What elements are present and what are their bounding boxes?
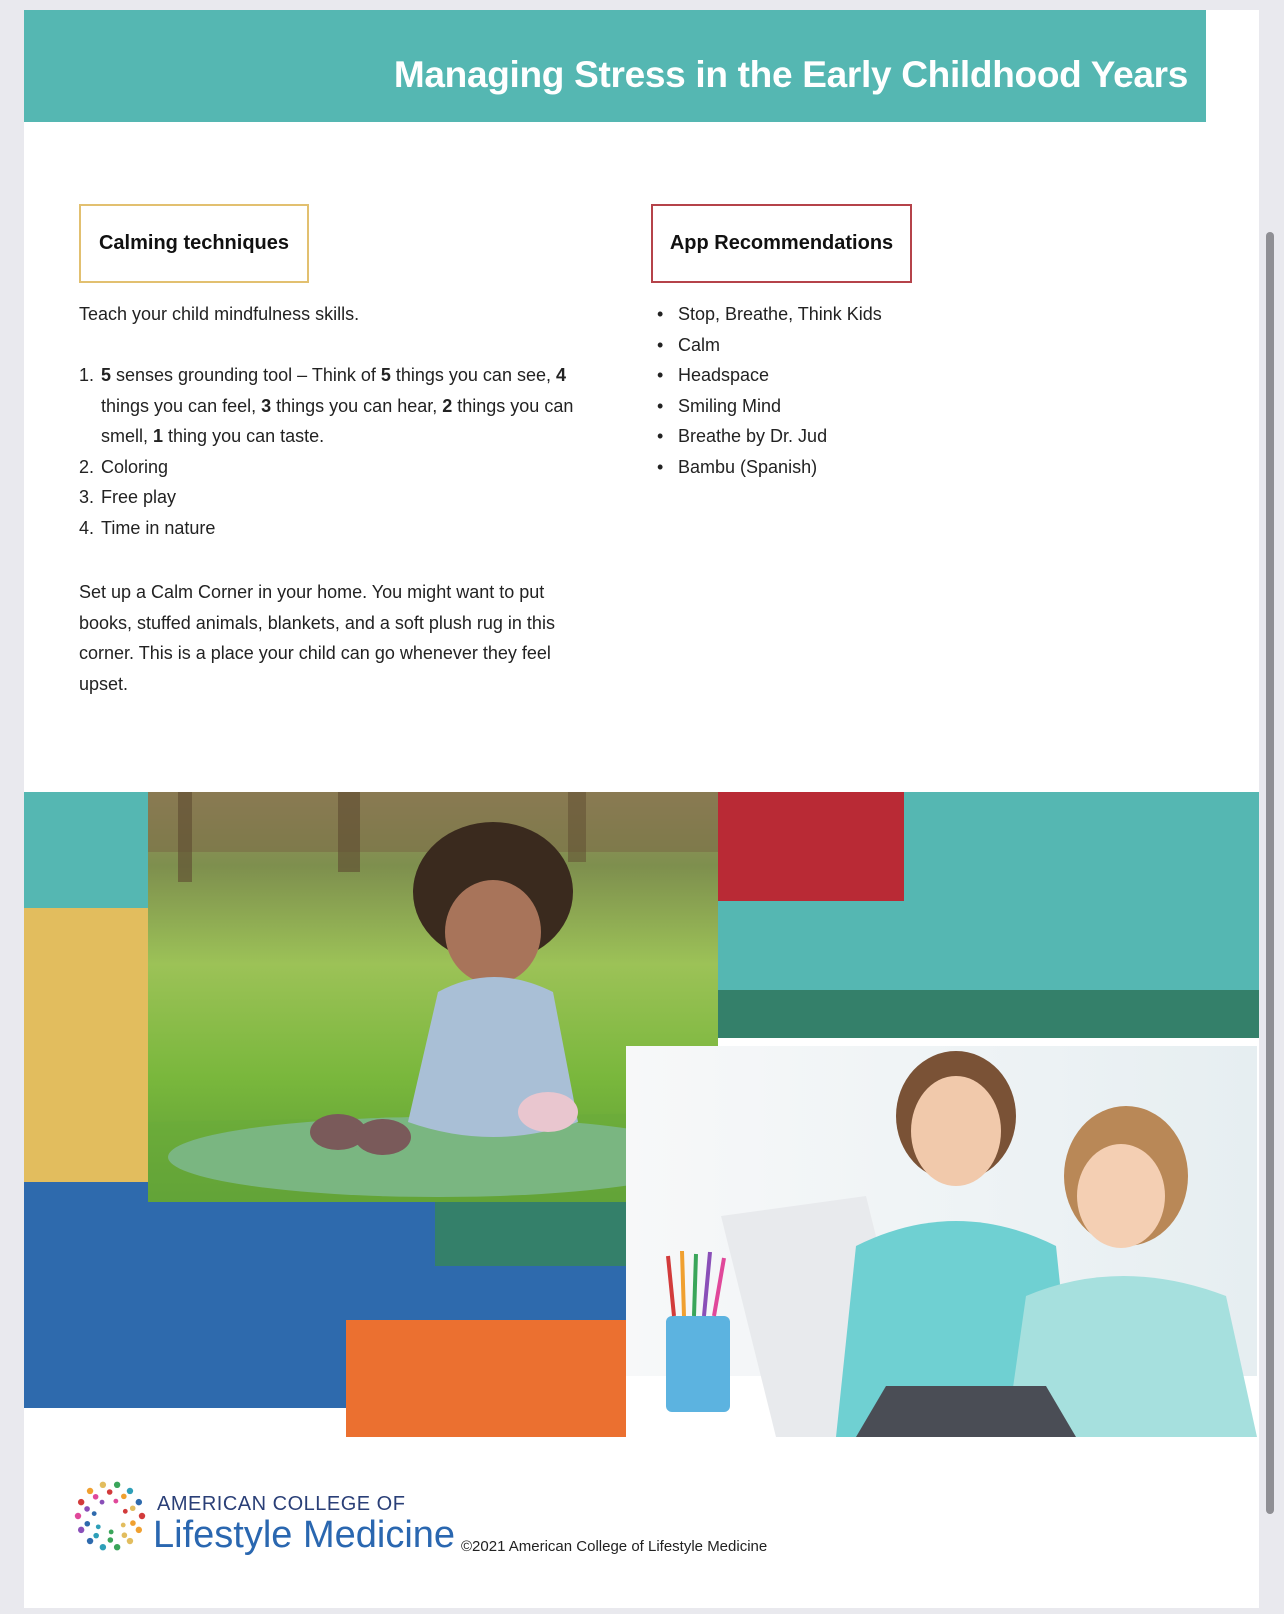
list-item: • Stop, Breathe, Think Kids xyxy=(655,299,882,330)
list-item: • Bambu (Spanish) xyxy=(655,452,882,483)
logo-dot xyxy=(127,1538,133,1544)
red-block xyxy=(718,792,904,901)
logo-dot xyxy=(108,1537,114,1543)
dotted-circle-logo-icon xyxy=(74,1480,146,1552)
logo-dot xyxy=(84,1506,90,1512)
app-recommendations-list xyxy=(655,299,882,482)
list-item-text: Free play xyxy=(101,487,177,507)
logo-dot xyxy=(122,1532,128,1538)
list-item xyxy=(79,482,599,513)
document-page xyxy=(24,10,1259,1608)
logo-dot xyxy=(127,1488,133,1494)
list-number: 2. xyxy=(79,456,95,477)
list-item: • Calm xyxy=(655,330,882,361)
list-number: 3. xyxy=(79,487,95,507)
orange-block xyxy=(346,1320,626,1437)
dark-green-block xyxy=(718,990,1259,1038)
logo-dot xyxy=(84,1521,90,1527)
copyright-text: ©2021 American College of Lifestyle Medicine xyxy=(461,1538,768,1555)
logo-dot xyxy=(113,1499,118,1504)
logo-dot xyxy=(100,1500,105,1505)
calming-techniques-heading: Calming techniques xyxy=(79,204,309,283)
logo-main-text: Lifestyle Medicine xyxy=(153,1514,456,1556)
dark-green-block xyxy=(435,1202,626,1266)
page-title: Managing Stress in the Early Childhood Years xyxy=(393,54,1188,95)
logo-dot xyxy=(139,1513,145,1519)
logo-dot xyxy=(121,1494,127,1500)
logo-dot xyxy=(130,1505,136,1511)
list-number: 4. xyxy=(79,517,95,538)
list-item: • Smiling Mind xyxy=(655,391,882,422)
calm-corner-paragraph: Set up a Calm Corner in your home. You might want to put books, stuffed animals, blankets, and a soft plush rug in this corner. This is a place your child can go whenever they feel upset. xyxy=(79,582,555,694)
logo-dot xyxy=(100,1482,106,1488)
logo-dot xyxy=(109,1530,114,1535)
logo-dot xyxy=(107,1489,113,1495)
list-number: 1. xyxy=(79,365,95,385)
logo-dot xyxy=(78,1527,84,1533)
logo-dot xyxy=(114,1482,120,1488)
list-item-text: Time in nature xyxy=(101,517,216,538)
logo-dot xyxy=(121,1523,126,1528)
list-item-text: Coloring xyxy=(101,456,169,477)
calming-techniques-list xyxy=(79,360,599,543)
logo-dot xyxy=(92,1511,97,1516)
logo-dot xyxy=(78,1499,84,1505)
logo-dot xyxy=(100,1544,106,1550)
logo-dot xyxy=(87,1488,93,1494)
app-recommendations-heading: App Recommendations xyxy=(651,204,912,283)
list-item xyxy=(79,452,599,483)
logo-dot xyxy=(75,1513,81,1519)
logo-dot xyxy=(123,1509,128,1514)
logo-dot xyxy=(93,1533,99,1539)
yellow-block xyxy=(24,908,148,1182)
calming-intro: Teach your child mindfulness skills. xyxy=(79,304,360,324)
scrollbar[interactable] xyxy=(1266,232,1274,1514)
logo-dot xyxy=(136,1499,142,1505)
list-item xyxy=(79,360,599,452)
kids-with-laptop-illustration xyxy=(626,1046,1257,1437)
logo-dot xyxy=(96,1524,101,1529)
list-item xyxy=(79,513,599,544)
logo-top-text: AMERICAN COLLEGE OF xyxy=(157,1493,406,1515)
logo-dot xyxy=(136,1527,142,1533)
header-bar xyxy=(24,10,1206,122)
logo-dot xyxy=(93,1494,99,1500)
list-item: • Headspace xyxy=(655,360,882,391)
logo-dot xyxy=(87,1538,93,1544)
logo-dot xyxy=(130,1520,136,1526)
logo-dot xyxy=(114,1544,120,1550)
teal-block xyxy=(24,792,148,908)
kids-with-laptop-photo xyxy=(626,1046,1257,1437)
grounding-tool-text: 5 senses grounding tool – Think of 5 things you can see, 4 things you can feel, 3 things you can hear, 2 things you can smell, 1 thing you can taste. xyxy=(101,365,574,446)
list-item: • Breathe by Dr. Jud xyxy=(655,421,882,452)
